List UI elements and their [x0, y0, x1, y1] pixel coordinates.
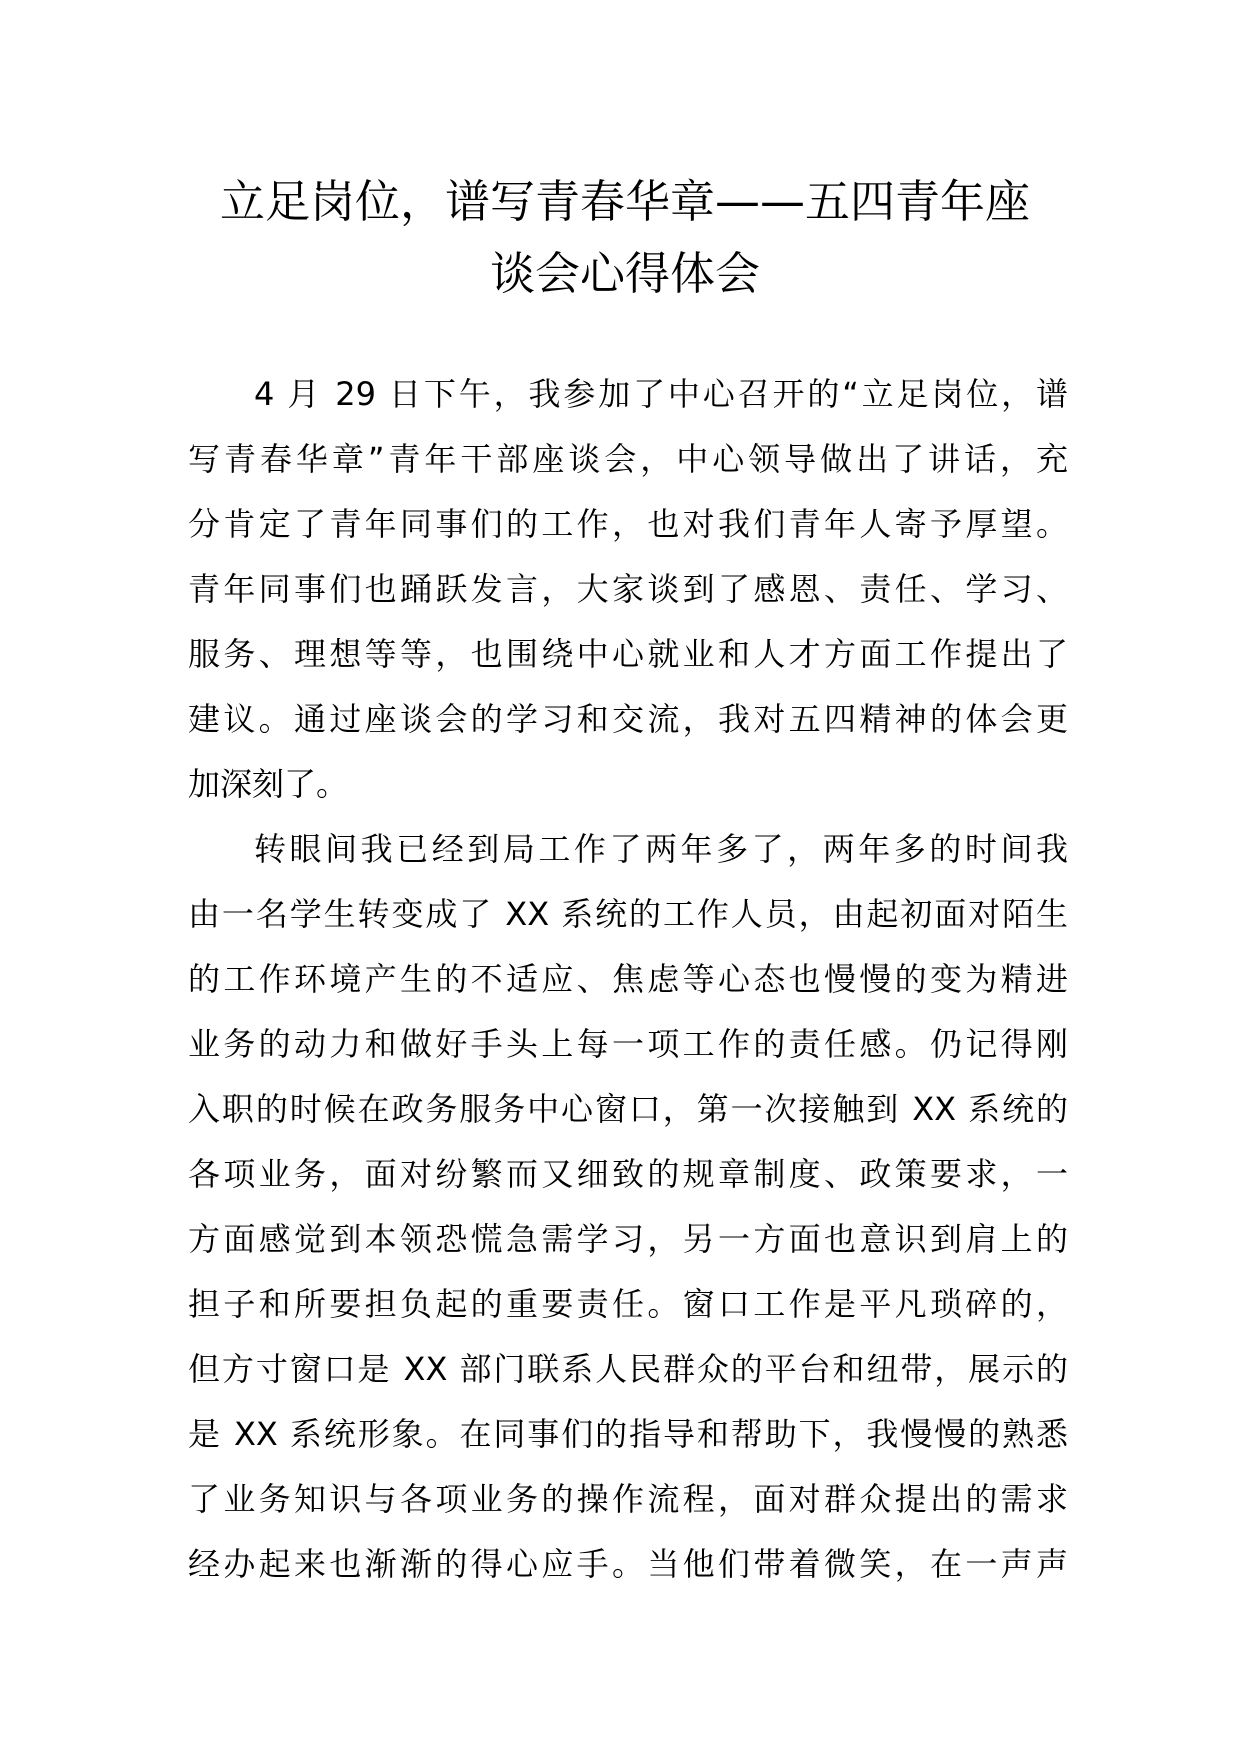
- text-line: 建议。通过座谈会的学习和交流，我对五四精神的体会更: [188, 700, 1068, 738]
- text-line: 由一名学生转变成了 XX 系统的工作人员，由起初面对陌生: [188, 895, 1068, 933]
- text-line: 服务、理想等等，也围绕中心就业和人才方面工作提出了: [188, 635, 1068, 673]
- text-line: 但方寸窗口是 XX 部门联系人民群众的平台和纽带，展示的: [188, 1350, 1068, 1388]
- title-line: 谈会心得体会: [489, 247, 760, 300]
- text-line: 方面感觉到本领恐慌急需学习，另一方面也意识到肩上的: [188, 1220, 1068, 1258]
- paragraph-work-experience: [188, 817, 1068, 1597]
- text-line: 转眼间我已经到局工作了两年多了，两年多的时间我: [254, 830, 1068, 868]
- text-line: 入职的时候在政务服务中心窗口，第一次接触到 XX 系统的: [188, 1090, 1068, 1128]
- text-line: 的工作环境产生的不适应、焦虑等心态也慢慢的变为精进: [188, 960, 1068, 998]
- text-line: 经办起来也渐渐的得心应手。当他们带着微笑，在一声声: [188, 1545, 1068, 1583]
- paragraph-meeting: [188, 362, 1068, 817]
- text-line: 各项业务，面对纷繁而又细致的规章制度、政策要求，一: [188, 1155, 1068, 1193]
- title-line: 立足岗位，谱写青春华章——五四青年座: [219, 175, 1030, 228]
- text-line: 担子和所要担负起的重要责任。窗口工作是平凡琐碎的，: [188, 1285, 1068, 1323]
- document-body: [188, 362, 1068, 1597]
- text-line: 加深刻了。: [188, 765, 349, 803]
- document-title: [190, 166, 1060, 310]
- text-line: 是 XX 系统形象。在同事们的指导和帮助下，我慢慢的熟悉: [188, 1415, 1068, 1453]
- text-line: 青年同事们也踊跃发言，大家谈到了感恩、责任、学习、: [188, 570, 1068, 608]
- text-line: 4 月 29 日下午，我参加了中心召开的“立足岗位，谱: [254, 375, 1068, 413]
- text-line: 分肯定了青年同事们的工作，也对我们青年人寄予厚望。: [188, 505, 1068, 543]
- text-line: 了业务知识与各项业务的操作流程，面对群众提出的需求: [188, 1480, 1068, 1518]
- text-line: 写青春华章”青年干部座谈会，中心领导做出了讲话，充: [188, 440, 1068, 478]
- text-line: 业务的动力和做好手头上每一项工作的责任感。仍记得刚: [188, 1025, 1068, 1063]
